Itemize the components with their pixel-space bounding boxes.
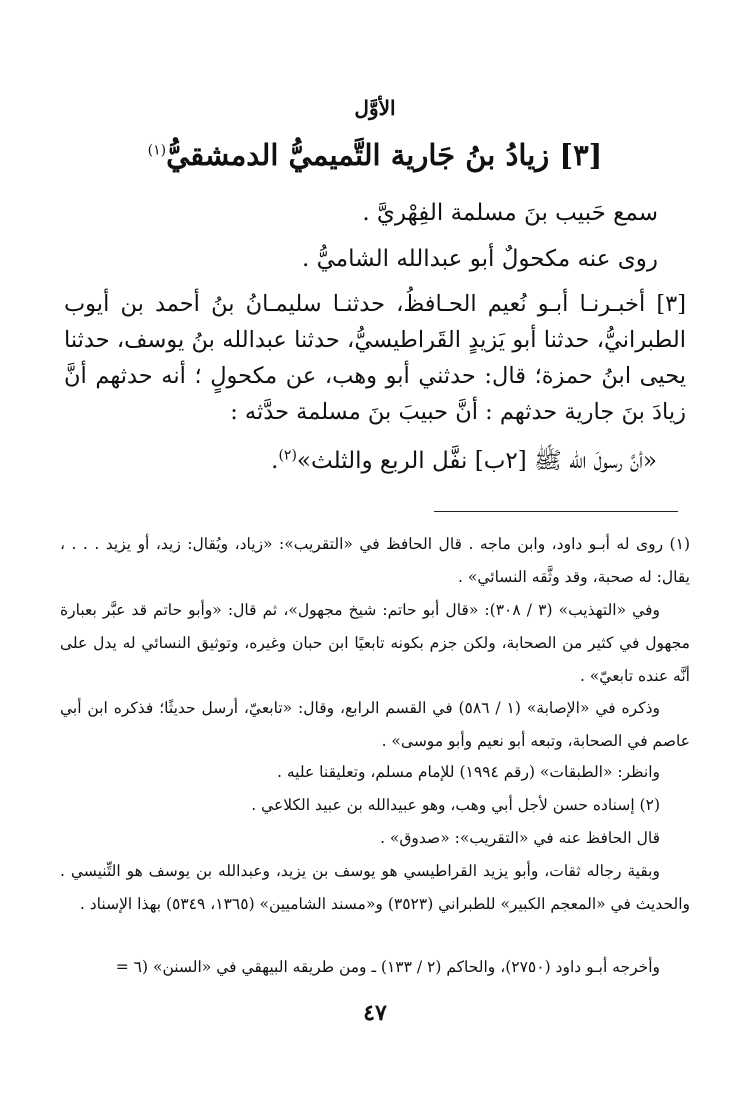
biography-line-narrators: روى عنه مكحولٌ أبو عبدالله الشاميُّ . (301, 246, 658, 272)
footnote-1-tahdhib (60, 594, 690, 693)
footnote-2-rijal (60, 855, 690, 921)
footnote-1-tabaqat (60, 756, 690, 789)
hadith-isnad (64, 286, 686, 430)
footnote-paragraph: قال الحافظ عنه في «التقريب»: «صدوق» . (380, 829, 660, 847)
isnad-text: [٣] أخبـرنـا أبـو نُعيم الحـافظُ، حدثنـا سليمـانُ بنُ أحمد بن أيوب الطبرانيُّ، حدثنا أبو يَزيدٍ القَراطيسيُّ، حدثنا عبدالله بنُ يوسف، حدثنا يحيى ابنُ حمزة؛ قال: حدثني أبو وهب، عن مكحولٍ ؛ أنه حدثهم أنَّ زيادَ بنَ جارية حدثهم : أنَّ حبيبَ بنَ مسلمة حدَّثه : (64, 291, 686, 425)
hadith-matn (271, 446, 657, 480)
footnote-paragraph: وبقية رجاله ثقات، وأبو يزيد القراطيسي هو يوسف بن يزيد، وعبدالله بن يوسف هو التِّنيسي . والحديث في «المعجم الكبير» للطبراني (٣٥٢٣) و«مسند الشاميين» (١٣٦٥، ٥٣٤٩) بهذا الإسناد . (60, 862, 690, 913)
matn-text: «أنَّ رسولَ الله ﷺ [٢ب] نفَّل الربع والثلث» (296, 448, 657, 474)
footnote-paragraph: (٢) إسناده حسن لأجل أبي وهب، وهو عبيدالله بن عبيد الكلاعي . (251, 796, 660, 814)
section-header: الأوَّل (354, 96, 396, 120)
footnote-paragraph: وانظر: «الطبقات» (رقم ١٩٩٤) للإمام مسلم، وتعليقنا عليه . (277, 763, 660, 781)
footnote-ref-1: (١) (147, 142, 167, 159)
footnote-2-takhrij (60, 951, 690, 984)
footnote-1-isaba (60, 692, 690, 758)
footnote-paragraph: (١) روى له أبـو داود، وابن ماجه . قال الحافظ في «التقريب»: «زياد، ويُقال: زيد، أو يزيد . . . ، يقال: له صحبة، وقد وثَّقه النسائي» . (60, 535, 690, 586)
footnote-paragraph: وفي «التهذيب» (٣ / ٣٠٨): «قال أبو حاتم: شيخ مجهول»، ثم قال: «وأبو حاتم قد عبَّر بعبارة مجهول في كثير من الصحابة، ولكن جزم بكونه تابعيًا ابن حبان وغيره، وتوثيق النسائي له يدل على أنَّه عنده تابعيّ» . (60, 601, 690, 685)
footnote-ref-2: (٢) (278, 447, 297, 464)
footnote-2 (60, 789, 690, 822)
entry-heading (60, 138, 690, 172)
entry-title: [٣] زيادُ بنُ جَارية التَّميميُّ الدمشقيُّ (166, 138, 603, 172)
footnote-paragraph: وذكره في «الإصابة» (١ / ٥٨٦) في القسم الرابع، وقال: «تابعيّ، أرسل حديثًا؛ فذكره ابن أبي عاصم في الصحابة، وتبعه أبو نعيم وأبو موسى» . (60, 699, 690, 750)
footnote-divider (434, 511, 678, 512)
footnote-2-taqrib (60, 822, 690, 855)
biography-line-heard: سمع حَبيب بنَ مسلمة الفِهْريَّ . (362, 200, 658, 226)
matn-end: . (271, 448, 279, 474)
footnote-paragraph: وأخرجه أبـو داود (٢٧٥٠)، والحاكم (٢ / ١٣٣) ـ ومن طريقه البيهقي في «السنن» (٦ = (115, 958, 660, 976)
footnote-1 (60, 528, 690, 594)
page-number: ٤٧ (363, 1000, 387, 1026)
